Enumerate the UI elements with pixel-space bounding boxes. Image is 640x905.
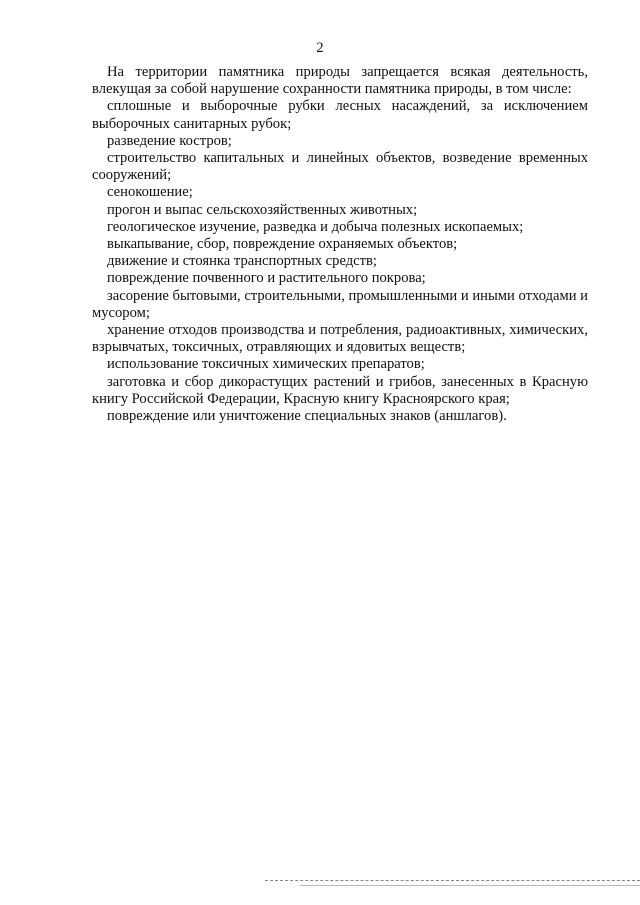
list-item: геологическое изучение, разведка и добыча полезных ископаемых; <box>107 218 524 235</box>
list-item: прогон и выпас сельскохозяйственных животных; <box>107 201 418 218</box>
list-item: использование токсичных химических препаратов; <box>107 356 425 373</box>
list-item: заготовка и сбор дикорастущих растений и грибов, занесенных в Красную книгу Российской Федерации, Красную книгу Красноярского края; <box>92 373 588 407</box>
intro-paragraph: На территории памятника природы запрещается всякая деятельность, влекущая за собой нарушение сохранности памятника природы, в том числе: <box>92 64 588 98</box>
list-item: хранение отходов производства и потребления, радиоактивных, химических, взрывчатых, токсичных, отравляющих и ядовитых веществ; <box>92 322 588 356</box>
list-item: засорение бытовыми, строительными, промышленными и иными отходами и мусором; <box>92 287 588 321</box>
list-item: строительство капитальных и линейных объектов, возведение временных сооружений; <box>92 150 588 184</box>
scan-edge-line <box>265 880 640 881</box>
list-item: разведение костров; <box>107 132 232 149</box>
list-item: сенокошение; <box>107 184 193 201</box>
list-item: выкапывание, сбор, повреждение охраняемых объектов; <box>107 236 458 253</box>
page-number: 2 <box>316 40 324 56</box>
document-body <box>92 64 588 425</box>
scan-edge-line <box>300 885 640 886</box>
list-item: сплошные и выборочные рубки лесных насаждений, за исключением выборочных санитарных рубок; <box>92 98 588 132</box>
prohibited-activities-list <box>92 98 588 425</box>
list-item: движение и стоянка транспортных средств; <box>107 253 377 270</box>
list-item: повреждение или уничтожение специальных знаков (аншлагов). <box>107 408 507 425</box>
list-item: повреждение почвенного и растительного покрова; <box>107 270 426 287</box>
